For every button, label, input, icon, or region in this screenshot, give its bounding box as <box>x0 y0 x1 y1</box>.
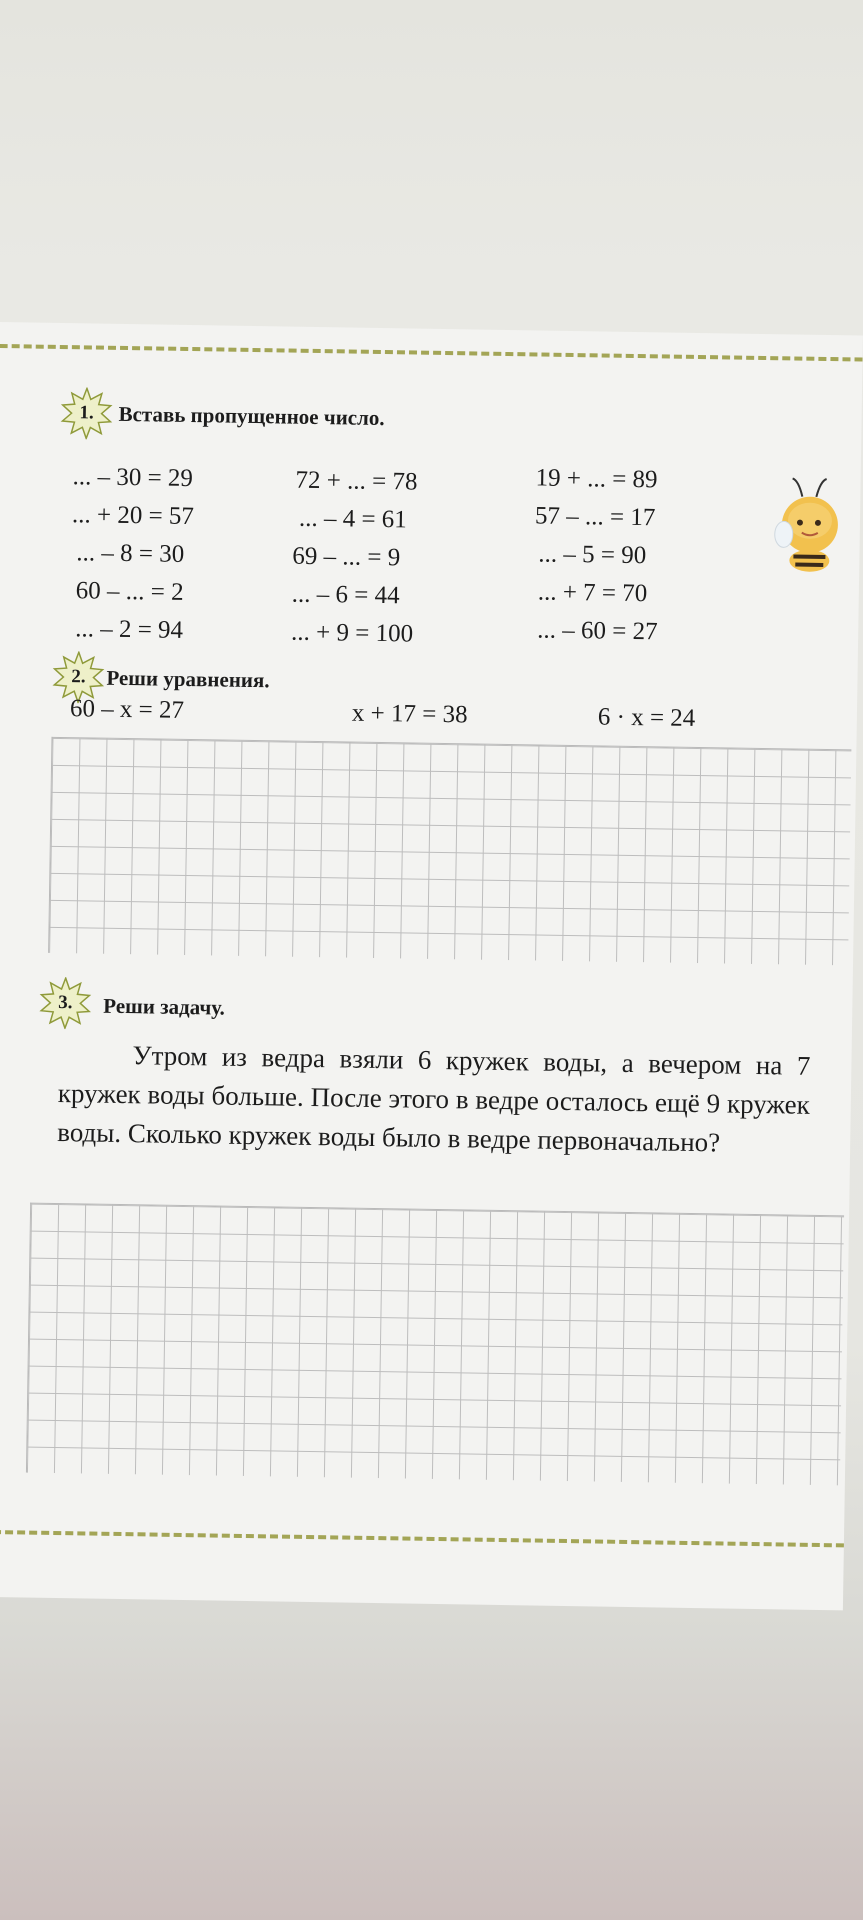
task1-eq-c3-r3: ... – 5 = 90 <box>538 540 647 570</box>
task3-number: 3. <box>58 991 73 1014</box>
bottom-dashed-border <box>0 1530 844 1548</box>
task1-eq-c3-r2: 57 – ... = 17 <box>534 502 656 532</box>
task3-title: Реши задачу. <box>103 993 226 1020</box>
task1-eq-c3-r4: ... + 7 = 70 <box>537 578 648 608</box>
task1-eq-c2-r4: ... – 6 = 44 <box>291 580 400 610</box>
task1-eq-c1-r2: ... + 20 = 57 <box>71 501 195 531</box>
task1-number: 1. <box>79 402 94 424</box>
task1-eq-c1-r3: ... – 8 = 30 <box>76 539 185 568</box>
task1-eq-c1-r5: ... – 2 = 94 <box>74 615 184 644</box>
task1-badge <box>60 387 113 440</box>
task3-problem-text: Утром из ведра взяли 6 кружек воды, а вечером на 7 кружек воды больше. После этого в ведре осталось ещё 9 кружек воды. Сколько кружек воды было в ведре первоначально? <box>57 1040 811 1158</box>
task1-title: Вставь пропущенное число. <box>118 401 385 431</box>
task1-eq-c1-r4: 60 – ... = 2 <box>75 577 184 606</box>
task3-answer-grid[interactable] <box>26 1203 844 1486</box>
task2-answer-grid[interactable] <box>48 737 851 966</box>
task1-eq-c3-r1: 19 + ... = 89 <box>535 464 658 494</box>
task2-equation-2: x + 17 = 38 <box>351 699 468 729</box>
task1-eq-c2-r3: 69 – ... = 9 <box>292 542 401 572</box>
task1-eq-c2-r5: ... + 9 = 100 <box>290 618 414 648</box>
task2-equation-3: 6 · x = 24 <box>597 703 696 732</box>
task1-eq-c3-r5: ... – 60 = 27 <box>537 616 658 646</box>
task1-eq-c2-r2: ... – 4 = 61 <box>298 504 408 534</box>
task2-equation-1: 60 – x = 27 <box>69 695 185 724</box>
task1-eq-c2-r1: 72 + ... = 78 <box>295 466 418 496</box>
top-dashed-border <box>0 344 863 362</box>
task2-title: Реши уравнения. <box>106 665 270 693</box>
task1-eq-c1-r1: ... – 30 = 29 <box>72 463 194 493</box>
task3-badge <box>39 977 92 1030</box>
bee-icon <box>771 474 853 575</box>
workbook-page <box>0 322 863 1610</box>
task2-number: 2. <box>71 666 86 688</box>
